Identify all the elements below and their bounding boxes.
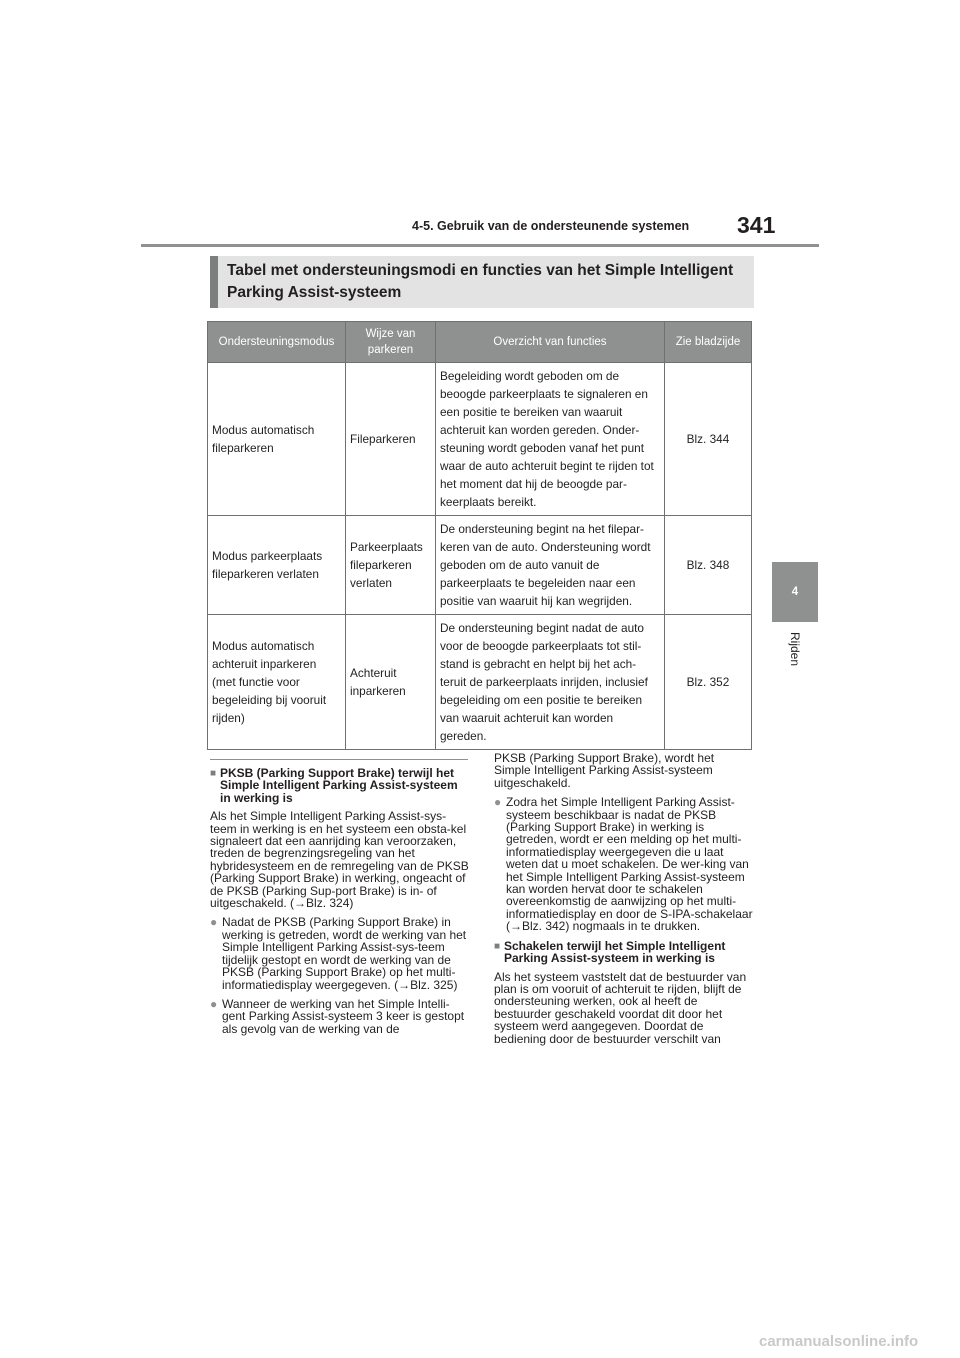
table-header-cell: Overzicht van functies: [436, 322, 665, 363]
heading-text: Schakelen terwijl het Simple Intelligent Parking Assist-systeem in werking is: [504, 938, 726, 966]
table-header-cell: Ondersteuningsmodus: [208, 322, 346, 363]
square-bullet-icon: ■: [210, 768, 217, 779]
table-row: [208, 363, 752, 516]
chapter-tab-label: Rijden: [788, 632, 802, 667]
table-cell-page-ref: Blz. 344: [665, 363, 752, 516]
table-cell-page-ref: Blz. 352: [665, 615, 752, 750]
bullet-item: [210, 916, 470, 990]
table-cell-page-ref: Blz. 348: [665, 516, 752, 615]
section-header: 4-5. Gebruik van de ondersteunende systemen: [412, 219, 690, 233]
table-cell-mode: Modus automatisch fileparkeren: [208, 363, 346, 516]
bullet-item: [210, 998, 470, 1035]
left-column: [210, 767, 470, 1042]
table-header-cell: Wijze van parkeren: [346, 322, 436, 363]
banner-title: Tabel met ondersteuningsmodi en functies van het Simple Intelligent Parking Assist-systeem: [227, 262, 734, 301]
chapter-tab-number: 4: [791, 586, 799, 598]
square-bullet-icon: ■: [494, 940, 501, 952]
right-column: [494, 752, 754, 1052]
subsection-heading: [210, 767, 470, 804]
table-cell-overview: De ondersteuning begint nadat de auto voor de beoogde parkeerplaats tot stil-stand is gebracht en helpt bij het ach-teruit de parkeerplaats inrijden, inclusief begeleiding om een positie te bereiken van waaruit achteruit kan worden gereden.: [436, 615, 665, 750]
assist-modes-table: [207, 321, 752, 750]
table-cell-mode: Modus automatisch achteruit inparkeren (met functie voor begeleiding bij vooruit rijden): [208, 615, 346, 750]
body-paragraph: Als het systeem vaststelt dat de bestuurder van plan is om vooruit of achteruit te rijden, blijft de ondersteuning werken, ook al heeft de bestuurder geschakeld voordat dit door het systeem werd aangegeven. Doordat de bediening door de bestuurder verschilt van: [494, 969, 747, 1046]
bullet-text: Zodra het Simple Intelligent Parking Assist-systeem beschikbaar is nadat de PKSB (Parking Support Brake) in werking is getreden, wordt er een melding op het multi-informatiedisplay weergegeven die u laat weten dat u moet schakelen. De wer-king van het Simple Intelligent Parking Assist-systeem kan worden hervat door te schakelen overeenkomstig de aanwijzing op het multi-informatiedisplay en door de S-IPA-schakelaar (→Blz. 342) nogmaals in te drukken.: [506, 795, 753, 934]
table-cell-method: Fileparkeren: [346, 363, 436, 516]
section-divider: [210, 759, 468, 760]
section-banner: [210, 256, 754, 308]
table-cell-overview: De ondersteuning begint na het filepar-keren van de auto. Ondersteuning wordt geboden om de auto vanuit de parkeerplaats te begeleiden naar een positie van waaruit hij kan wegrijden.: [436, 516, 665, 615]
bullet-text: Wanneer de werking van het Simple Intelli-gent Parking Assist-systeem 3 keer is gestopt als gevolg van de werking van de: [222, 996, 465, 1036]
circle-bullet-icon: ●: [210, 915, 218, 930]
bullet-continuation: PKSB (Parking Support Brake), wordt het Simple Intelligent Parking Assist-systeem uitgeschakeld.: [494, 751, 715, 790]
table-row: [208, 615, 752, 750]
circle-bullet-icon: ●: [210, 996, 218, 1011]
page-number: 341: [737, 212, 776, 238]
site-watermark: carmanualsonline.info: [759, 1333, 919, 1350]
table-header-cell: Zie bladzijde: [665, 322, 752, 363]
circle-bullet-icon: ●: [494, 795, 502, 810]
subsection-heading: [494, 940, 754, 965]
body-paragraph: Als het Simple Intelligent Parking Assist-sys-teem in werking is en het systeem een obsta-kel signaleert dat een aanrijding kan veroorzaken, treden de begrenzingsregeling van het hybridesysteem en de remregeling van de PKSB (Parking Support Brake) in werking, ongeacht of de PKSB (Parking Sup-port Brake) is in- of uitgeschakeld. (→Blz. 324): [210, 809, 469, 911]
header-rule: [141, 244, 819, 247]
table-cell-method: Parkeerplaats fileparkeren verlaten: [346, 516, 436, 615]
bullet-text: Nadat de PKSB (Parking Support Brake) in werking is getreden, wordt de werking van het Simple Intelligent Parking Assist-sys-teem tijdelijk gestopt en wordt de werking van de PKSB (Parking Support Brake) op het multi-informatiedisplay weergegeven. (→Blz. 325): [222, 915, 467, 992]
table-cell-mode: Modus parkeerplaats fileparkeren verlaten: [208, 516, 346, 615]
table-header-row: [208, 322, 752, 363]
table-row: [208, 516, 752, 615]
heading-text: PKSB (Parking Support Brake) terwijl het Simple Intelligent Parking Assist-systeem in werking is: [220, 766, 458, 805]
table-cell-overview: Begeleiding wordt geboden om de beoogde parkeerplaats te signaleren en een positie te bereiken van waaruit achteruit kan worden gereden. Onder-steuning wordt geboden vanaf het punt waar de auto achteruit begint te rijden tot het moment dat hij de beoogde par-keerplaats bereikt.: [436, 363, 665, 516]
banner-accent-bar: [210, 256, 218, 308]
chapter-tab: [772, 562, 818, 622]
table-cell-method: Achteruit inparkeren: [346, 615, 436, 750]
bullet-item: [494, 796, 754, 932]
